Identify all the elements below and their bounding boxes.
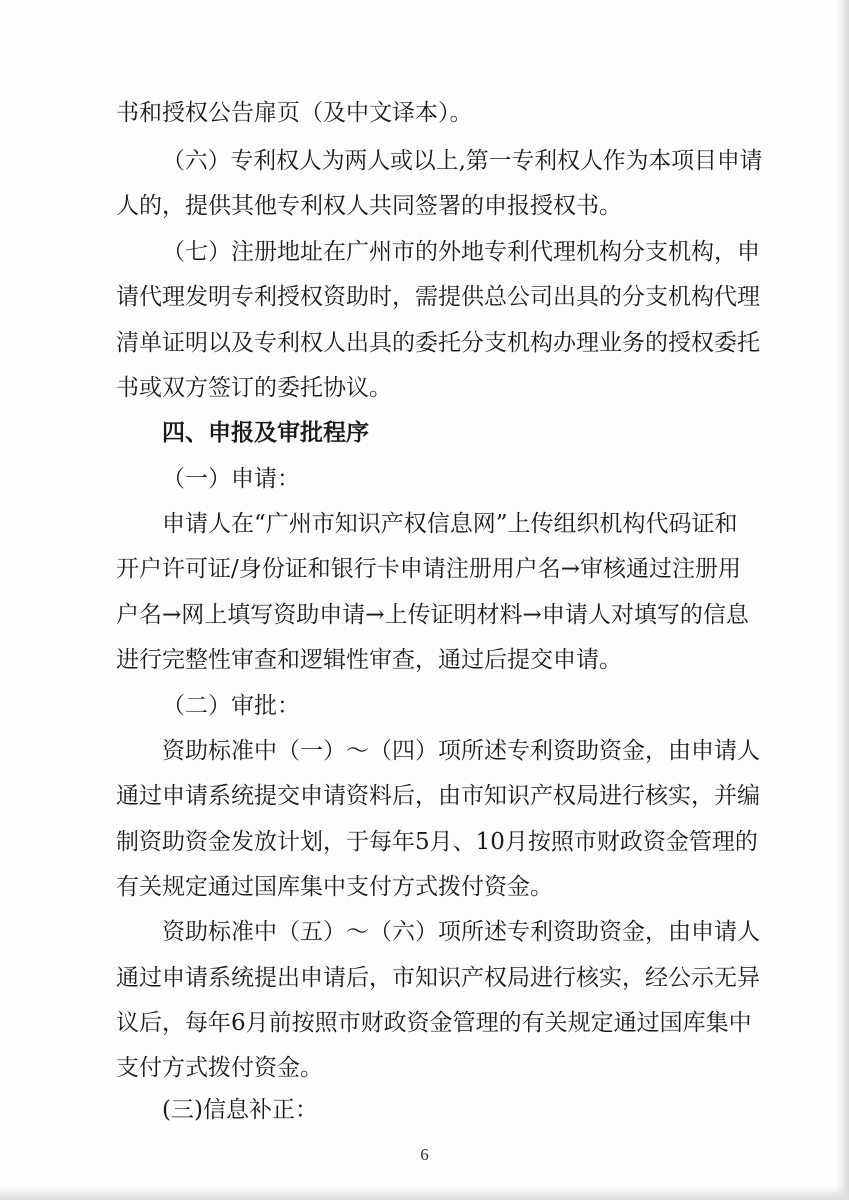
line-text: 书或双方签订的委托协议。 [116, 375, 392, 401]
line-text: （一）申请： [162, 466, 300, 492]
scan-edge-shadow [835, 0, 849, 1200]
line-text: （七）注册地址在广州市的外地专利代理机构分支机构，申 [162, 239, 760, 265]
page-number: 6 [420, 1145, 429, 1164]
line-text: 议后，每年6月前按照市财政资金管理的有关规定通过国库集中 [116, 1010, 752, 1036]
line-text: (三)信息补正： [162, 1097, 318, 1123]
line-text: 制资助资金发放计划，于每年5月、10月按照市财政资金管理的 [116, 829, 758, 855]
line-text: 开户许可证/身份证和银行卡申请注册用户名→审核通过注册用 [116, 556, 742, 582]
line-text: 请代理发明专利授权资助时，需提供总公司出具的分支机构代理 [116, 284, 760, 310]
line-text: 申请人在“广州市知识产权信息网”上传组织机构代码证和 [162, 511, 738, 537]
scan-bottom-shadow [0, 1186, 849, 1200]
line-text: 支付方式拨付资金。 [116, 1055, 323, 1081]
line-text: （六）专利权人为两人或以上,第一专利权人作为本项目申请 [162, 148, 763, 174]
line-text: 通过申请系统提交申请资料后，由市知识产权局进行核实，并编 [116, 783, 760, 809]
line-text: 书和授权公告扉页（及中文译本）。 [116, 100, 473, 126]
line-text: （二）审批： [162, 693, 300, 719]
line-text: 资助标准中（五）～（六）项所述专利资助资金，由申请人 [162, 919, 760, 945]
line-text: 户名→网上填写资助申请→上传证明材料→申请人对填写的信息 [116, 602, 749, 628]
line-text: 清单证明以及专利权人出具的委托分支机构办理业务的授权委托 [116, 330, 760, 356]
section-heading-text: 四、申报及审批程序 [162, 419, 369, 446]
line-text: 人的，提供其他专利权人共同签署的申报授权书。 [116, 193, 622, 219]
line-text: 进行完整性审查和逻辑性审查，通过后提交申请。 [116, 647, 622, 673]
line-text: 资助标准中（一）～（四）项所述专利资助资金，由申请人 [162, 738, 760, 764]
line-text: 通过申请系统提出申请后，市知识产权局进行核实，经公示无异 [116, 965, 760, 991]
line-text: 有关规定通过国库集中支付方式拨付资金。 [116, 874, 553, 900]
